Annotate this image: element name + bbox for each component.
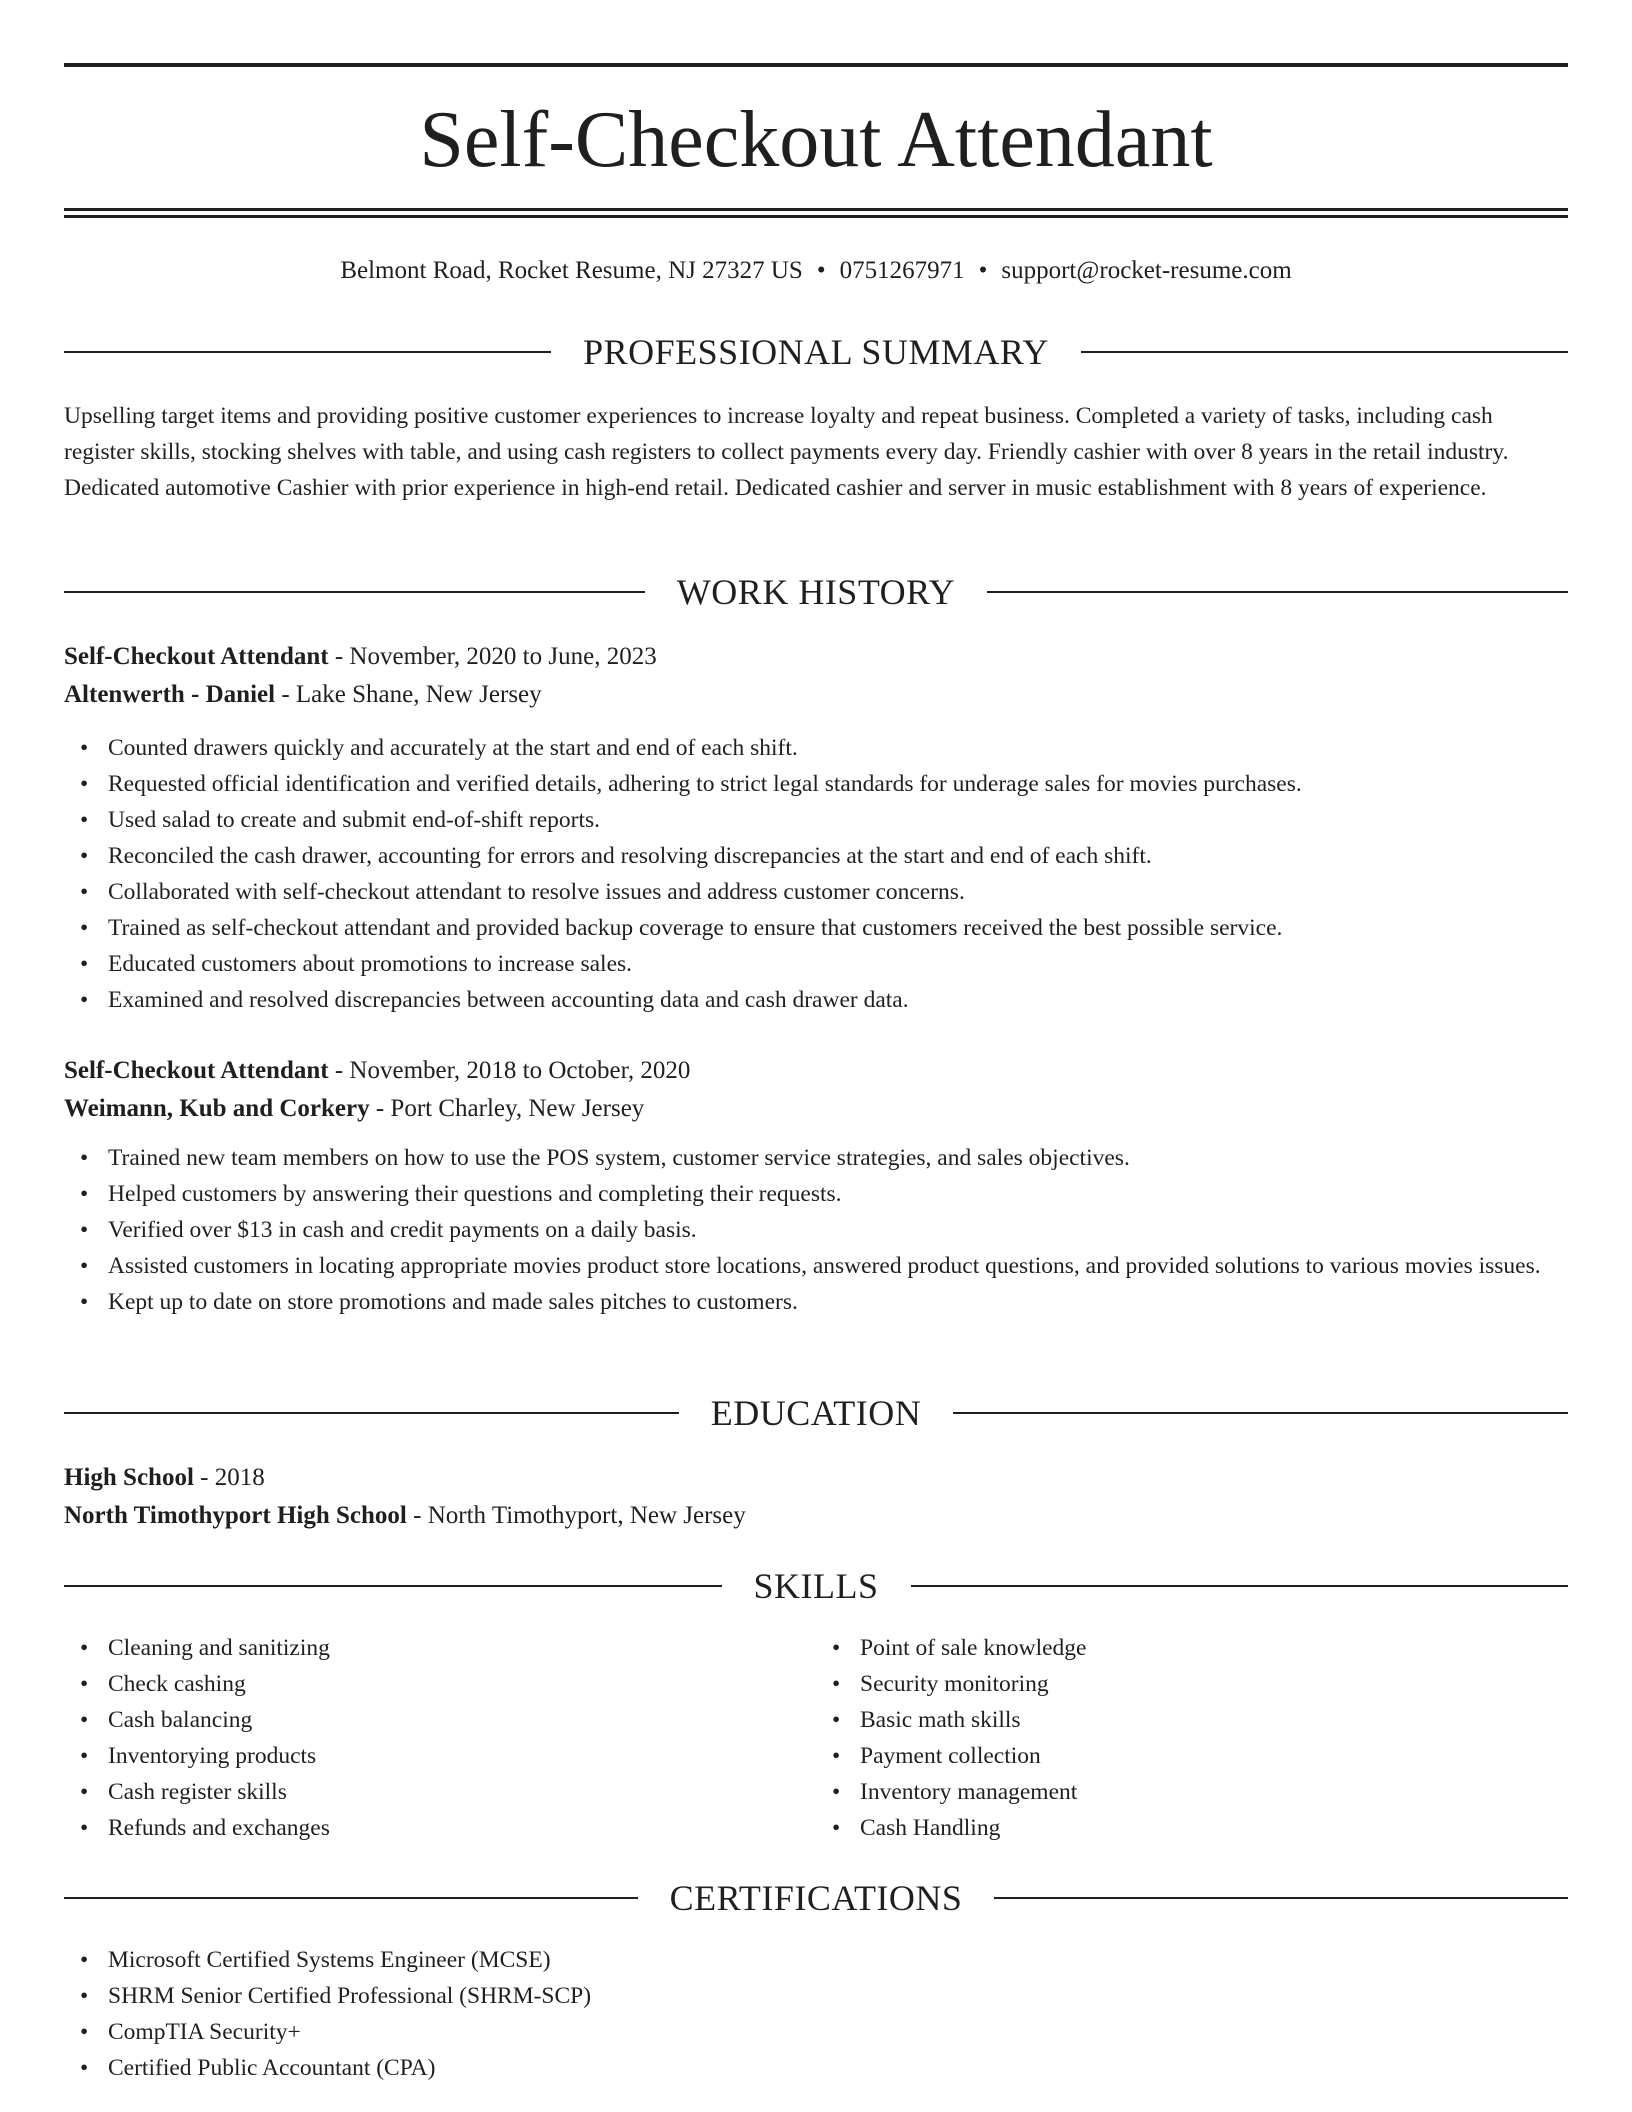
contact-phone: 0751267971 [839, 257, 965, 284]
section-heading-work [64, 570, 1568, 614]
list-item: • Certified Public Accountant (CPA) [108, 2050, 1568, 2086]
education-location: - North Timothyport, New Jersey [406, 1502, 746, 1529]
resume-name: Self-Checkout Attendant [419, 96, 1213, 184]
list-item: • Assisted customers in locating appropriate movies product store locations, answered product questions, and provided solutions to various movies issues. [108, 1248, 1568, 1284]
job-title-line [64, 638, 1568, 676]
list-item: • Cash Handling [860, 1810, 1568, 1846]
list-item: • Basic math skills [860, 1702, 1568, 1738]
heading-rule-right [994, 1897, 1568, 1899]
job-company-line [64, 676, 1568, 714]
list-item: • Educated customers about promotions to increase sales. [108, 946, 1568, 982]
job-entry [64, 638, 1568, 1018]
list-item: • Examined and resolved discrepancies between accounting data and cash drawer data. [108, 982, 1568, 1018]
contact-separator: • [978, 257, 988, 284]
contact-separator: • [816, 257, 826, 284]
list-item: • Counted drawers quickly and accurately at the start and end of each shift. [108, 730, 1568, 766]
list-item: • Cleaning and sanitizing [108, 1630, 816, 1666]
list-item: • Cash balancing [108, 1702, 816, 1738]
job-entry [64, 1052, 1568, 1320]
job-role: Self-Checkout Attendant [64, 643, 329, 670]
list-item: • Cash register skills [108, 1774, 816, 1810]
list-item: • CompTIA Security+ [108, 2014, 1568, 2050]
contact-line [64, 254, 1568, 288]
heading-rule-right [953, 1412, 1568, 1414]
top-rule [64, 63, 1568, 67]
skills-list-left [64, 1630, 816, 1846]
list-item: • Verified over $13 in cash and credit payments on a daily basis. [108, 1212, 1568, 1248]
list-item: • Used salad to create and submit end-of-shift reports. [108, 802, 1568, 838]
section-heading-certifications [64, 1876, 1568, 1920]
list-item: • Check cashing [108, 1666, 816, 1702]
job-company: Weimann, Kub and Corkery [64, 1095, 370, 1122]
section-title: SKILLS [753, 1566, 879, 1606]
list-item: • Inventorying products [108, 1738, 816, 1774]
education-school-line [64, 1497, 1568, 1535]
heading-rule-left [64, 1585, 722, 1587]
list-item: • Microsoft Certified Systems Engineer (MCSE) [108, 1942, 1568, 1978]
heading-rule-left [64, 1412, 679, 1414]
section-heading-summary [64, 330, 1568, 374]
heading-rule-left [64, 351, 551, 353]
contact-address: Belmont Road, Rocket Resume, NJ 27327 US [340, 257, 803, 284]
list-item: • Trained new team members on how to use the POS system, customer service strategies, and sales objectives. [108, 1140, 1568, 1176]
certifications-block [64, 1942, 1568, 2086]
list-item: • Reconciled the cash drawer, accounting for errors and resolving discrepancies at the start and end of each shift. [108, 838, 1568, 874]
double-rule [64, 208, 1568, 218]
list-item: • Security monitoring [860, 1666, 1568, 1702]
list-item: • Helped customers by answering their questions and completing their requests. [108, 1176, 1568, 1212]
education-degree: High School [64, 1464, 194, 1491]
heading-rule-left [64, 591, 645, 593]
job-bullets [64, 1140, 1568, 1320]
job-location: - Port Charley, New Jersey [369, 1095, 645, 1122]
job-dates: - November, 2020 to June, 2023 [328, 643, 657, 670]
heading-rule-right [1081, 351, 1568, 353]
job-title-line [64, 1052, 1568, 1090]
section-title: CERTIFICATIONS [669, 1878, 963, 1918]
education-year: - 2018 [193, 1464, 265, 1491]
job-company-line [64, 1090, 1568, 1128]
section-title: PROFESSIONAL SUMMARY [583, 332, 1049, 372]
list-item: • Trained as self-checkout attendant and provided backup coverage to ensure that customers received the best possible service. [108, 910, 1568, 946]
list-item: • Requested official identification and verified details, adhering to strict legal standards for underage sales for movies purchases. [108, 766, 1568, 802]
job-location: - Lake Shane, New Jersey [275, 681, 542, 708]
heading-rule-left [64, 1897, 638, 1899]
list-item: • Point of sale knowledge [860, 1630, 1568, 1666]
section-heading-skills [64, 1564, 1568, 1608]
education-school: North Timothyport High School [64, 1502, 407, 1529]
job-company: Altenwerth - Daniel [64, 681, 276, 708]
list-item: • Collaborated with self-checkout attendant to resolve issues and address customer concerns. [108, 874, 1568, 910]
list-item: • Refunds and exchanges [108, 1810, 816, 1846]
summary-text: Upselling target items and providing positive customer experiences to increase loyalty and repeat business. Completed a variety of tasks, including cash register skills, stocking shelves with table, and using cash registers to collect payments every day. Friendly cashier with over 8 years in the retail industry. Dedicated automotive Cashier with prior experience in high-end retail. Dedicated cashier and server in music establishment with 8 years of experience. [64, 403, 1509, 501]
section-heading-education [64, 1391, 1568, 1435]
job-bullets [64, 730, 1568, 1018]
job-dates: - November, 2018 to October, 2020 [328, 1057, 691, 1084]
list-item: • Payment collection [860, 1738, 1568, 1774]
skills-grid [64, 1630, 1568, 1846]
section-title: EDUCATION [710, 1393, 922, 1433]
education-entry [64, 1459, 1568, 1535]
contact-email: support@rocket-resume.com [1001, 257, 1292, 284]
job-role: Self-Checkout Attendant [64, 1057, 329, 1084]
list-item: • SHRM Senior Certified Professional (SHRM-SCP) [108, 1978, 1568, 2014]
section-title: WORK HISTORY [676, 572, 956, 612]
heading-rule-right [911, 1585, 1569, 1587]
education-degree-line [64, 1459, 1568, 1497]
certifications-list [64, 1942, 1568, 2086]
skills-list-right [816, 1630, 1568, 1846]
heading-rule-right [987, 591, 1568, 593]
list-item: • Inventory management [860, 1774, 1568, 1810]
list-item: • Kept up to date on store promotions and made sales pitches to customers. [108, 1284, 1568, 1320]
